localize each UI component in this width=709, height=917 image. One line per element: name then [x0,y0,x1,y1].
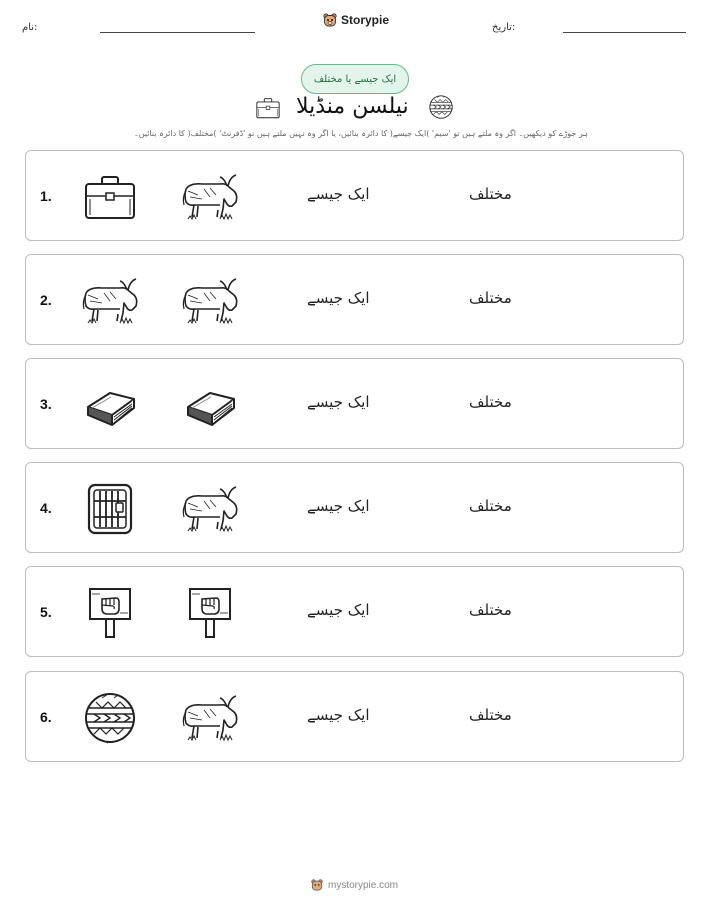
same-option[interactable]: ایک جیسے [307,393,370,411]
question-card [25,358,684,449]
fist-sign-icon [180,585,240,641]
question-number: 3. [40,396,52,412]
name-label: نام: [22,22,38,33]
question-number: 2. [40,292,52,308]
different-option[interactable]: مختلف [469,497,512,515]
question-card [25,254,684,345]
footer-url[interactable]: mystorypie.com [327,879,398,891]
different-option[interactable]: مختلف [469,289,512,307]
briefcase-icon [80,169,140,225]
question-number: 4. [40,500,52,516]
bear-mascot-icon [323,13,337,27]
briefcase-icon [254,95,282,121]
ox-icon [80,273,140,329]
african-pattern-icon [427,93,455,121]
fist-sign-icon [80,585,140,641]
question-card [25,671,684,762]
different-option[interactable]: مختلف [469,393,512,411]
page-title: نیلسن منڈیلا [296,94,409,119]
different-option[interactable]: مختلف [469,706,512,724]
prison-door-icon [80,481,140,537]
question-card [25,462,684,553]
book-icon [180,377,240,433]
ox-icon [180,690,240,746]
same-option[interactable]: ایک جیسے [307,706,370,724]
ox-icon [180,273,240,329]
same-option[interactable]: ایک جیسے [307,601,370,619]
different-option[interactable]: مختلف [469,185,512,203]
question-number: 1. [40,188,52,204]
name-line[interactable] [100,32,255,33]
question-number: 5. [40,604,52,620]
brand-name: Storypie [341,13,390,27]
title-row [0,92,709,124]
book-icon [80,377,140,433]
same-option[interactable]: ایک جیسے [307,185,370,203]
african-pattern-icon [80,690,140,746]
question-number: 6. [40,709,52,725]
instructions: ہر جوڑے کو دیکھیں۔ اگر وہ ملتے ہیں تو 'سیم' )ایک جیسے( کا دائرہ بنائیں، یا اگر وہ نہیں ملتے ہیں تو 'ڈفرنٹ' )مختلف( کا دائرہ بنائیں۔ [134,129,588,138]
footer [0,879,709,891]
ox-icon [180,169,240,225]
date-label: تاریخ: [492,22,516,33]
same-option[interactable]: ایک جیسے [307,497,370,515]
bear-mascot-icon [311,879,323,891]
question-card [25,150,684,241]
same-option[interactable]: ایک جیسے [307,289,370,307]
worksheet-header [0,10,709,40]
ox-icon [180,481,240,537]
different-option[interactable]: مختلف [469,601,512,619]
question-card [25,566,684,657]
date-line[interactable] [563,32,686,33]
worksheet-type-badge: ایک جیسے یا مختلف [301,64,409,94]
storypie-logo [323,13,389,27]
